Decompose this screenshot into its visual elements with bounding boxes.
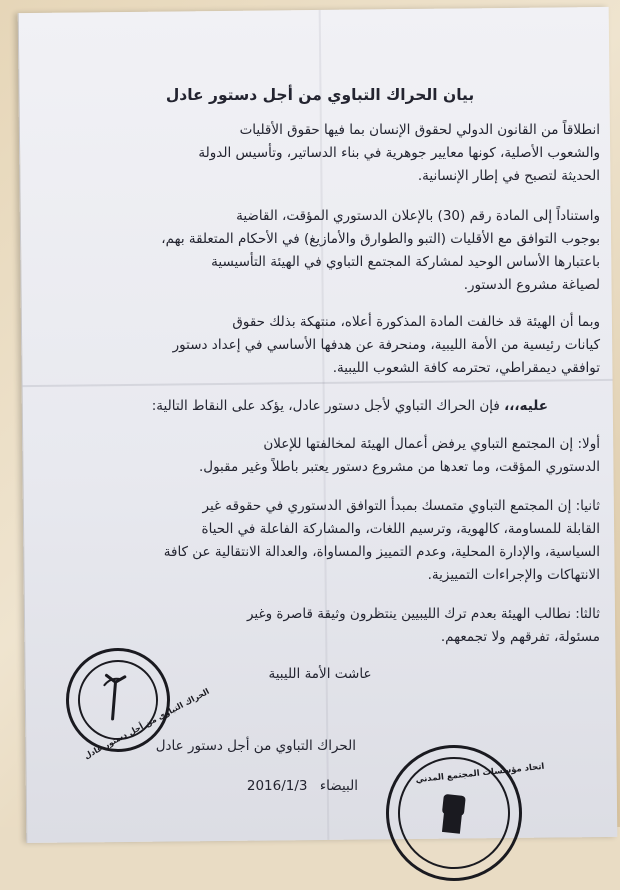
paragraph-line: ثالثا: نطالب الهيئة بعدم ترك الليبيين ينتظرون وثيقة قاصرة وغير xyxy=(246,606,600,622)
paragraph-line: وبما أن الهيئة قد خالفت المادة المذكورة أعلاه، منتهكة بذلك حقوق xyxy=(232,314,600,330)
paragraph-line: انطلاقاً من القانون الدولي لحقوق الإنسان بما فيها حقوق الأقليات xyxy=(239,122,600,138)
paragraph-line: الدستوري المؤقت، وما تعدها من مشروع دستور يعتبر باطلاً وغير مقبول. xyxy=(198,459,600,475)
paragraph-line: بوجوب التوافق مع الأقليات (التبو والطوارق والأمازيغ) في الأحكام المتعلقة بهم، xyxy=(161,231,600,247)
stamp-text: الحراك التباوي من أجل دستور عادل xyxy=(82,686,211,761)
paragraph-line: توافقي ديمقراطي، تحترمه كافة الشعوب الليبية. xyxy=(332,360,600,376)
signature-line: الحراك التباوي من أجل دستور عادل xyxy=(155,738,356,754)
paragraph-line: ثانيا: إن المجتمع التباوي متمسك بمبدأ التوافق الدستوري في حقوقه غير xyxy=(202,498,600,514)
paragraph-line: مسئولة، تفرقهم ولا تجمعهم. xyxy=(440,629,600,645)
paragraph-line: والشعوب الأصلية، كونها معايير جوهرية في بناء الدساتير، وتأسيس الدولة xyxy=(198,145,600,161)
paragraph-line xyxy=(152,398,548,414)
document-title: بيان الحراك التباوي من أجل دستور عادل xyxy=(165,86,475,104)
union-stamp xyxy=(379,738,545,887)
paragraph-line: كيانات رئيسية من الأمة الليبية، ومنحرفة عن هدفها الأساسي في إعداد دستور xyxy=(172,337,600,353)
paragraph-line: باعتبارها الأساس الوحيد لمشاركة المجتمع التباوي في الهيئة التأسيسية xyxy=(211,254,600,270)
paragraph-line: الحديثة لتصبح في إطار الإنسانية. xyxy=(417,168,600,184)
lead-sentence: فإن الحراك التباوي لأجل دستور عادل، يؤكد على النقاط التالية: xyxy=(151,398,500,414)
place-date xyxy=(247,778,358,794)
stamp-text: اتحاد مؤسسات المجتمع المدني xyxy=(415,761,545,786)
fist-icon xyxy=(380,738,523,881)
paragraph-line: واستناداً إلى المادة رقم (30) بالإعلان الدستوري المؤقت، القاضية xyxy=(236,208,600,224)
paragraph-line: القابلة للمساومة، كالهوية، وترسيم اللغات، والمشاركة الفاعلة في الحياة xyxy=(201,521,600,537)
paragraph-line: الانتهاكات والإجراءات التمييزية. xyxy=(427,567,600,583)
paragraph-line: السياسية، والإدارة المحلية، وعدم التمييز والمساواة، والعدالة الانتقالية عن كافة xyxy=(163,544,600,560)
place-name: البيضاء xyxy=(319,778,358,794)
lead-word: عليه،،، xyxy=(504,398,548,414)
date-value: 2016/1/3 xyxy=(246,778,308,794)
paragraph-line: لصياغة مشروع الدستور. xyxy=(463,277,600,293)
closing-phrase: عاشت الأمة الليبية xyxy=(268,666,372,682)
paragraph-line: أولا: إن المجتمع التباوي يرفض أعمال الهيئة لمخالفتها للإعلان xyxy=(263,436,600,452)
